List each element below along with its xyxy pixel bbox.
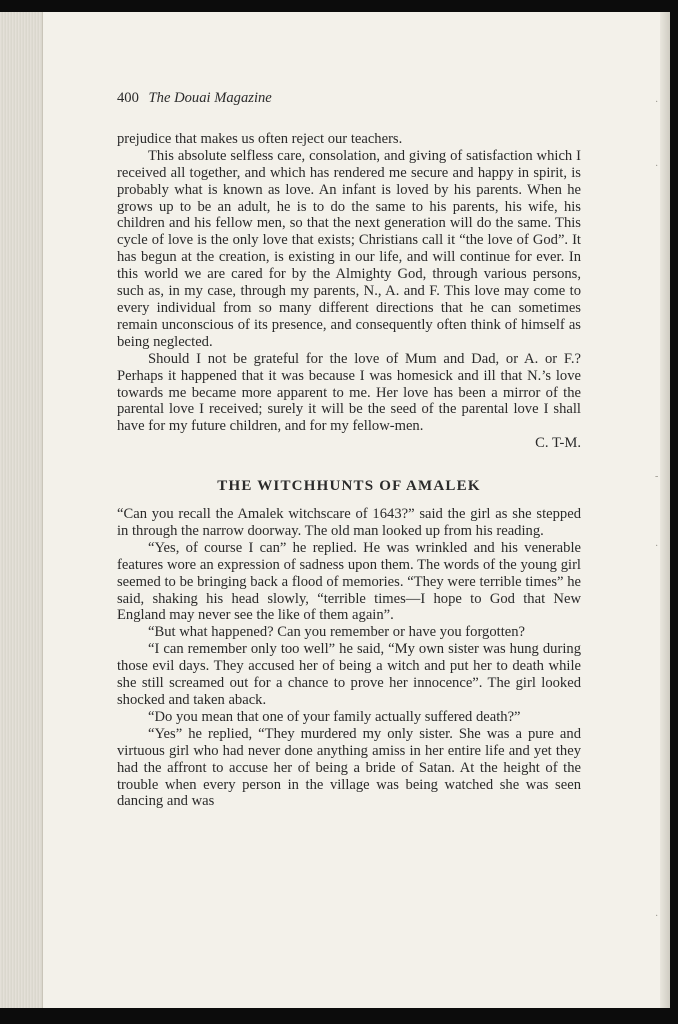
running-head [117,90,581,107]
page-number: 400 [117,90,139,106]
scan-mark: · [655,97,659,108]
story-paragraph: “Yes” he replied, “They murdered my only sister. She was a pure and virtuous girl who had never done anything amiss in her entire life and yet they had the affront to accuse her of being a bride of Satan. At the height of the trouble when every person in the village was being watched she was seen dancing and was [117,725,581,810]
essay-paragraph: This absolute selfless care, consolation, and giving of satisfaction which I received all together, and which has rendered me secure and happy in spirit, is probably what is known as love. An infant is loved by his parents. When he grows up to be an adult, he is to do the same to his parents, his wife, his children and his fellow men, so that the next generation will do the same. This cycle of love is the only love that exists; Christians call it “the love of God”. It has begun at the creation, is existing in our life, and will continue for ever. In this world we are cared for by the Almighty God, through various persons, such as, in my case, through my parents, N., A. and F. This love may come to every individual from so many different directions that he can sometimes remain unconscious of its presence, and consequently often think of himself as being neglected. [117,147,581,350]
essay-paragraph: prejudice that makes us often reject our teachers. [117,130,403,147]
page-edges [0,12,43,1008]
text-column [117,90,581,810]
binding-gutter [660,12,670,1008]
scan-mark: · [655,161,659,172]
essay-paragraph: Should I not be grateful for the love of Mum and Dad, or A. or F.? Perhaps it happened that it was because I was homesick and ill that N.’s love towards me became more apparent to me. Her love has been a mirror of the parental love I received; surely it will be the seed of the parental love I shall have for my future children, and for my fellow-men. [117,350,581,435]
book-page [0,12,670,1008]
story-paragraph: “Can you recall the Amalek witchscare of 1643?” said the girl as she stepped in through the narrow doorway. The old man looked up from his reading. [117,506,581,539]
story-paragraph: “But what happened? Can you remember or have you forgotten? [148,624,526,641]
author-signature: C. T-M. [535,435,581,452]
scan-mark: - [655,471,659,482]
scan-mark: · [655,541,659,552]
story-title: THE WITCHHUNTS OF AMALEK [217,478,481,495]
scan-mark: · [655,911,659,922]
magazine-title: The Douai Magazine [148,90,272,106]
story-paragraph: “Do you mean that one of your family actually suffered death?” [148,708,521,725]
story-paragraph: “I can remember only too well” he said, “My own sister was hung during those evil days. They accused her of being a witch and put her to death while she still screamed out for a chance to prove her innocence”. The girl looked shocked and taken aback. [117,641,581,708]
story-paragraph: “Yes, of course I can” he replied. He was wrinkled and his venerable features wore an expression of sadness upon them. The words of the young girl seemed to be bringing back a flood of memories. “They were terrible times” he said, shaking his head slowly, “terrible times—I hope to God that New England may never see the like of them again”. [117,539,581,624]
